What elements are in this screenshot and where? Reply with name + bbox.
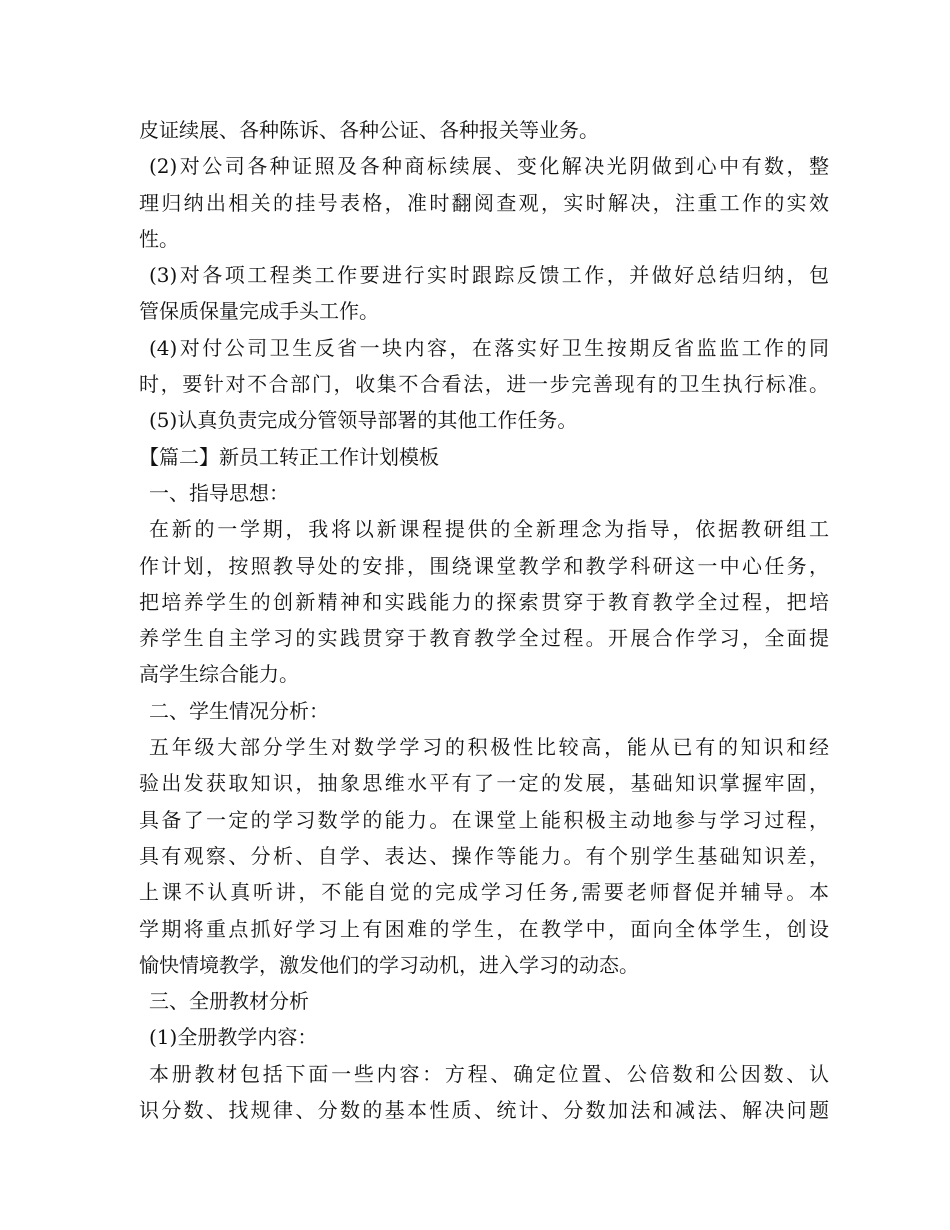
document-page xyxy=(139,112,829,1128)
text-line: 理归纳出相关的挂号表格，准时翻阅查观，实时解决，注重工作的实效 xyxy=(139,190,829,215)
text-line: 上课不认真听讲，不能自觉的完成学习任务,需要老师督促并辅导。本 xyxy=(139,880,829,905)
text-line: 把培养学生的创新精神和实践能力的探索贯穿于教育教学全过程，把培 xyxy=(139,589,829,614)
text-line: 具备了一定的学习数学的能力。在课堂上能积极主动地参与学习过程， xyxy=(139,807,829,832)
text-line: 管保质保量完成手头工作。 xyxy=(139,299,379,324)
text-line: 作计划，按照教导处的安排，围绕课堂教学和教学科研这一中心任务， xyxy=(139,553,829,578)
text-line: 高学生综合能力。 xyxy=(139,662,299,687)
text-line: 愉快情境教学，激发他们的学习动机，进入学习的动态。 xyxy=(139,952,639,977)
text-line: 三、全册教材分析 xyxy=(149,989,309,1014)
text-line: 【篇二】新员工转正工作计划模板 xyxy=(139,444,439,469)
text-line: 皮证续展、各种陈诉、各种公证、各种报关等业务。 xyxy=(139,118,599,142)
text-line: (4)对付公司卫生反省一块内容，在落实好卫生按期反省监监工作的同 xyxy=(149,335,829,360)
text-line: 时，要针对不合部门，收集不合看法，进一步完善现有的卫生执行标准。 xyxy=(139,372,829,397)
text-line: 五年级大部分学生对数学学习的积极性比较高，能从已有的知识和经 xyxy=(149,735,829,760)
text-line: 识分数、找规律、分数的基本性质、统计、分数加法和减法、解决问题 xyxy=(139,1098,829,1123)
text-line: (2)对公司各种证照及各种商标续展、变化解决光阴做到心中有数，整 xyxy=(149,154,829,179)
text-line: 养学生自主学习的实践贯穿于教育教学全过程。开展合作学习，全面提 xyxy=(139,626,829,651)
text-line: 学期将重点抓好学习上有困难的学生，在教学中，面向全体学生，创设 xyxy=(139,916,829,941)
text-line: 验出发获取知识，抽象思维水平有了一定的发展，基础知识掌握牢固， xyxy=(139,771,829,796)
text-line: 二、学生情况分析： xyxy=(149,698,329,723)
text-line: (5)认真负责完成分管领导部署的其他工作任务。 xyxy=(149,408,578,433)
text-line: (3)对各项工程类工作要进行实时跟踪反馈工作，并做好总结归纳，包 xyxy=(149,263,829,288)
text-line: 在新的一学期，我将以新课程提供的全新理念为指导，依据教研组工 xyxy=(149,517,829,542)
text-line: 本册教材包括下面一些内容：方程、确定位置、公倍数和公因数、认 xyxy=(149,1061,829,1086)
text-line: 一、指导思想： xyxy=(149,480,289,505)
text-line: 具有观察、分析、自学、表达、操作等能力。有个别学生基础知识差， xyxy=(139,843,829,868)
text-line: (1)全册教学内容： xyxy=(149,1025,318,1050)
text-line: 性。 xyxy=(139,226,179,251)
